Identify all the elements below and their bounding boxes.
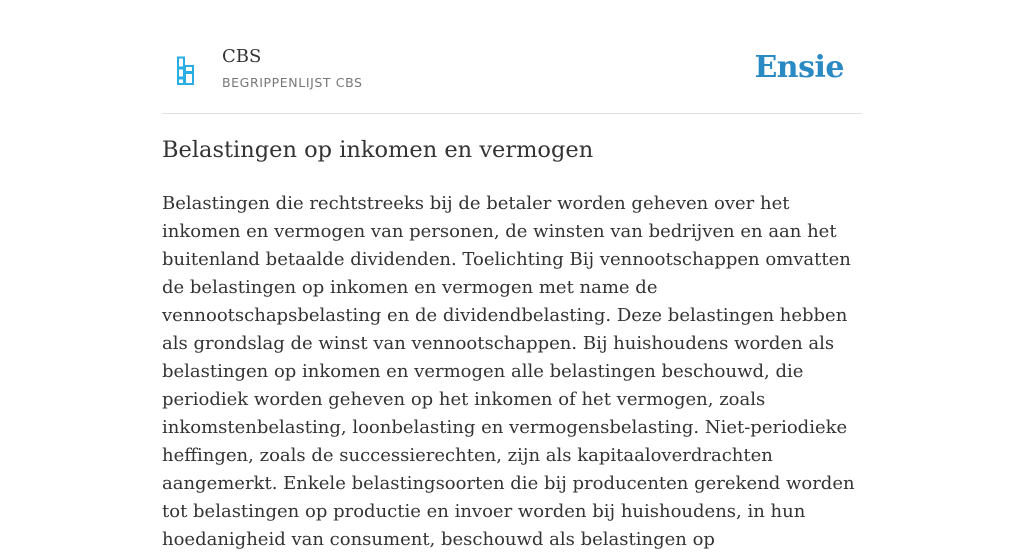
org-name[interactable]: CBS (222, 46, 262, 67)
brand-logo[interactable]: Ensie (754, 50, 844, 85)
cbs-logo-icon[interactable] (175, 56, 197, 86)
definition-text: Belastingen die rechtstreeks bij de betaler worden geheven over het inkomen en vermogen van personen, de winsten van bedrijven en aan het buitenland betaalde dividenden. Toelichting Bij vennootschappen omvatten de belastingen op inkomen en vermogen met name de vennootschapsbelasting en de dividendbelasting. Deze belastingen hebben als grondslag de winst van vennootschappen. Bij huishoudens worden als belastingen op inkomen en vermogen alle belastingen beschouwd, die periodiek worden geheven op het inkomen of het vermogen, zoals inkomstenbelasting, loonbelasting en vermogensbelasting. Niet-periodieke heffingen, zoals de successierechten, zijn als kapitaaloverdrachten aangemerkt. Enkele belastingsoorten die bij producenten gerekend worden tot belastingen op productie en invoer worden bij huishoudens, in hun hoedanigheid van consument, beschouwd als belastingen op (162, 193, 855, 550)
header (162, 40, 862, 114)
org-subtitle[interactable]: BEGRIPPENLIJST CBS (222, 75, 363, 90)
page-card (162, 0, 862, 550)
page-title: Belastingen op inkomen en vermogen (162, 137, 594, 163)
